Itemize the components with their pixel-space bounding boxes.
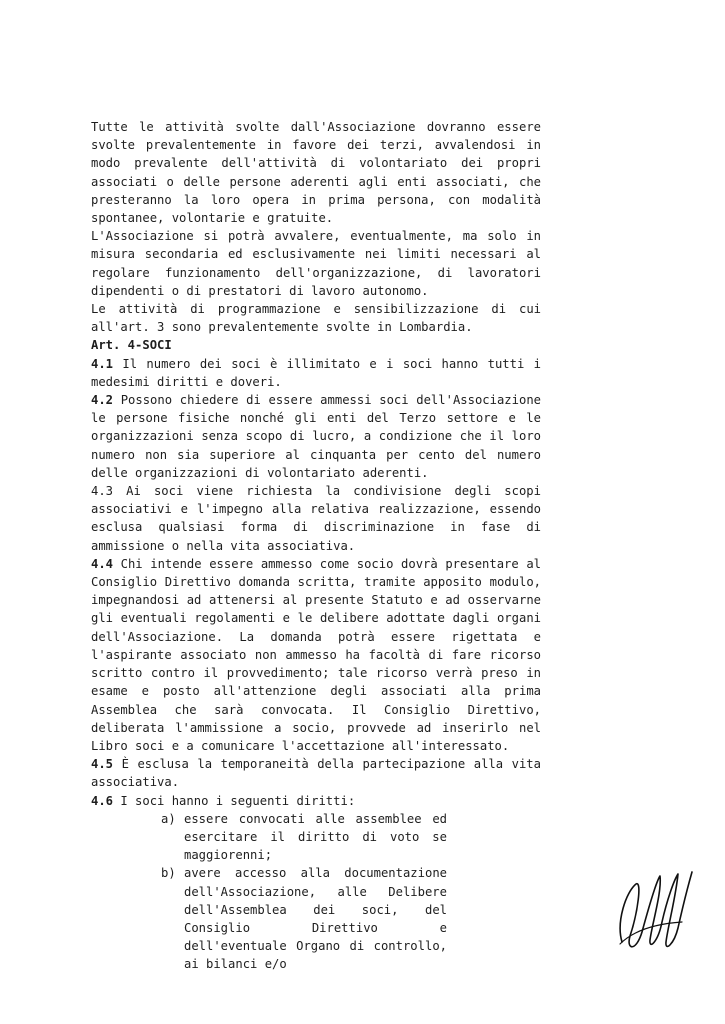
clause-number: 4.3 xyxy=(91,484,114,499)
clause-text: È esclusa la temporaneità della partecipazione alla vita associativa. xyxy=(91,757,541,790)
clause-4-5 xyxy=(91,755,541,791)
clause-number: 4.4 xyxy=(91,556,114,571)
clause-text: Possono chiedere di essere ammessi soci dell'Associazione le persone fisiche nonché gli enti del Terzo settore e le organizzazioni senza scopo di lucro, a condizione che il loro numero non sia superiore al cinquanta per cento del numero delle organizzazioni di volontariato aderenti. xyxy=(91,393,541,480)
clause-text: Il numero dei soci è illimitato e i soci hanno tutti i medesimi diritti e doveri. xyxy=(91,356,541,389)
list-item xyxy=(91,864,447,973)
list-item-text: avere accesso alla documentazione dell'Associazione, alle Delibere dell'Assemblea dei soci, del Consiglio Direttivo e dell'eventuale Organo di controllo, ai bilanci e/o xyxy=(184,866,447,972)
list-marker: a) xyxy=(161,811,176,826)
clause-number: 4.1 xyxy=(91,356,114,371)
clause-text: Chi intende essere ammesso come socio dovrà presentare al Consiglio Direttivo domanda scritta, tramite apposito modulo, impegnandosi ad attenersi al presente Statuto e ad osservarne gli eventuali regolamenti e le delibere adottate dagli organi dell'Associazione. La domanda potrà essere rigettata e l'aspirante associato non ammesso ha facoltà di fare ricorso scritto contro il provvedimento; tale ricorso verrà preso in esame e posto all'attenzione degli associati alla prima Assemblea che sarà convocata. Il Consiglio Direttivo, deliberata l'ammissione a socio, provvede ad inserirlo nel Libro soci e a comunicare l'accettazione all'interessato. xyxy=(91,556,541,753)
list-item-text: essere convocati alle assemblee ed esercitare il diritto di voto se maggiorenni; xyxy=(184,811,447,863)
clause-4-6 xyxy=(91,792,541,810)
article-title: Art. 4-SOCI xyxy=(91,338,172,353)
intro-paragraph-1: Tutte le attività svolte dall'Associazione dovranno essere svolte prevalentemente in favore dei terzi, avvalendosi in modo prevalente dell'attività di volontariato dei propri associati o delle persone aderenti agli enti associati, che presteranno la loro opera in prima persona, con modalità spontanee, volontarie e gratuite. xyxy=(91,120,541,226)
intro-paragraph-2: L'Associazione si potrà avvalere, eventualmente, ma solo in misura secondaria ed esclusivamente nei limiti necessari al regolare funzionamento dell'organizzazione, di lavoratori dipendenti o di prestatori di lavoro autonomo. xyxy=(91,229,541,298)
clause-4-1 xyxy=(91,355,541,391)
rights-list xyxy=(91,810,541,974)
clause-4-3 xyxy=(91,482,541,555)
intro-paragraph-3: Le attività di programmazione e sensibilizzazione di cui all'art. 3 sono prevalentemente svolte in Lombardia. xyxy=(91,302,541,335)
clause-number: 4.5 xyxy=(91,757,114,772)
document-page xyxy=(91,118,541,974)
clause-4-2 xyxy=(91,391,541,482)
signature-icon xyxy=(612,862,696,958)
clause-number: 4.2 xyxy=(91,393,114,408)
clause-text: I soci hanno i seguenti diritti: xyxy=(113,793,356,808)
clause-number: 4.6 xyxy=(91,793,114,808)
clause-text: Ai soci viene richiesta la condivisione degli scopi associativi e l'impegno alla relativa realizzazione, essendo esclusa qualsiasi forma di discriminazione in fase di ammissione o nella vita associativa. xyxy=(91,484,541,553)
clause-4-4 xyxy=(91,555,541,755)
list-item xyxy=(91,810,447,865)
list-marker: b) xyxy=(161,866,176,881)
